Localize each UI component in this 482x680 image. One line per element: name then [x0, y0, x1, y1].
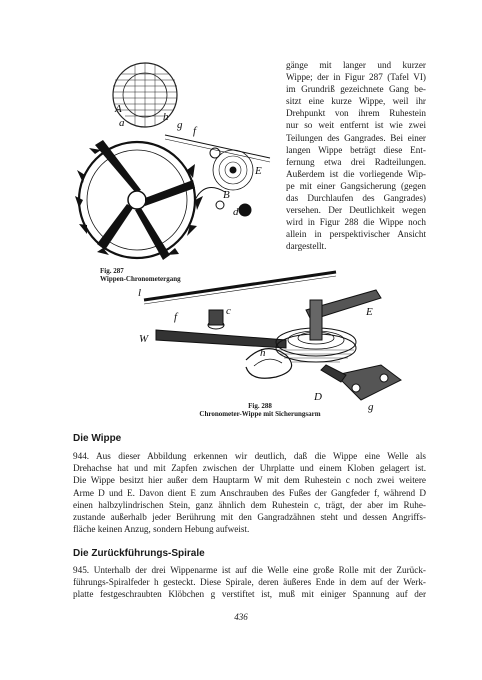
fig287-label-d: d — [233, 206, 239, 218]
side-text-line: langen Wippe beträgt diese Ent- — [286, 144, 426, 155]
fig287-label-a: a — [119, 117, 125, 129]
fig288-label-c: c — [226, 305, 231, 317]
fig287-label-h: h — [163, 111, 169, 123]
paragraph-line: 944. Aus dieser Abbildung erkennen wir deutlich, daß die Wippe eine Welle als — [73, 451, 426, 461]
paragraph-line: fläche keinen Anzug, sondern Hebung aufweist. — [73, 524, 250, 535]
figure-287-number: Fig. 287 — [100, 267, 124, 275]
side-text-line: Wippe; der in Figur 287 (Tafel VI) — [286, 72, 426, 83]
figure-288-caption — [160, 402, 360, 418]
side-text-line: allein in perspektivischer Ansicht — [286, 229, 426, 240]
fig288-label-f: f — [174, 311, 178, 323]
side-text-line: das Durchlaufen des Gangrades) — [286, 193, 426, 204]
fig288-label-E: E — [366, 306, 373, 318]
side-text-block — [286, 59, 426, 253]
fig287-label-E: E — [255, 165, 262, 177]
paragraph-line: Drehachse hat und mit Zapfen zwischen der Uhrplatte und einem Kloben gelagert ist. — [73, 463, 426, 474]
side-text-line: im Grundriß gezeichnete Gang be- — [286, 84, 426, 95]
paragraph-line: einen halbzylindrischen Stein, ganz ähnlich dem Ruhestein c, trägt, der aber im Ruhe- — [73, 499, 426, 510]
figure-287 — [75, 50, 275, 270]
section-heading-die-wippe: Die Wippe — [73, 433, 122, 444]
figure-288-drawing — [136, 270, 416, 415]
side-text-line: gänge mit langer und kurzer — [286, 60, 426, 70]
figure-288-number: Fig. 288 — [248, 402, 272, 410]
fig288-label-l: l — [138, 287, 142, 299]
section-heading-zurueckfuehrungs-spirale: Die Zurückführungs-Spirale — [73, 548, 205, 559]
page-number: 436 — [234, 612, 248, 622]
side-text-line: sitzt eine kurze Wippe, weil ihr — [286, 96, 426, 107]
figure-287-drawing — [75, 50, 275, 270]
fig287-label-A: A — [115, 103, 122, 115]
fig287-label-g: g — [177, 119, 183, 131]
fig287-label-f: f — [193, 125, 197, 137]
side-text-line: pe mit einer Gangsicherung (gegen — [286, 180, 426, 191]
side-text-line: dargestellt. — [286, 241, 327, 252]
side-text-line: versehen. Der Deutlichkeit wegen — [286, 205, 426, 216]
side-text-line: Drehpunkt von ihrem Ruhestein — [286, 108, 426, 119]
paragraph-line: platte festgeschraubten Klöbchen g verstiftet ist, muß mit einiger Spannung auf der — [73, 589, 426, 600]
paragraph-line: führungs-Spiralfeder h gesteckt. Diese Spirale, deren äußeres Ende in dem auf der Werk- — [73, 577, 426, 588]
side-text-line: nur so weit entfernt ist wie zwei — [286, 120, 426, 131]
figure-288 — [136, 270, 416, 415]
fig288-label-W: W — [139, 333, 149, 345]
paragraph-line: Die Wippe besitzt hier außer dem Hauptarm W mit dem Ruhestein c noch zwei weitere — [73, 475, 426, 486]
paragraph-line: 945. Unterhalb der drei Wippenarme ist auf die Welle eine große Rolle mit der Zurück- — [73, 565, 426, 575]
fig288-label-h: h — [260, 347, 266, 359]
side-text-line: fernung etwa drei Radteilungen. — [286, 156, 426, 167]
fig288-label-g: g — [368, 401, 374, 413]
side-text-line: Außerdem ist die vorliegende Wip- — [286, 168, 426, 179]
side-text-line: wird in Figur 288 die Wippe noch — [286, 217, 426, 228]
paragraph-line: zustande außerhalb jeder Berührung mit den Gangradzähnen steht und dessen Angriffs- — [73, 512, 426, 523]
paragraph-line: Arme D und E. Davon dient E zum Anschrauben des Fußes der Gangfeder f, während D — [73, 487, 426, 498]
section-1-paragraph — [73, 450, 426, 535]
section-2-paragraph — [73, 564, 426, 601]
fig287-label-B: B — [223, 189, 230, 201]
figure-287-title: Wippen-Chronometergang — [100, 275, 181, 283]
figure-288-title: Chronometer-Wippe mit Sicherungsarm — [199, 410, 321, 418]
side-text-line: Teilungen des Gangrades. Bei einer — [286, 132, 426, 143]
fig288-label-D: D — [314, 391, 322, 403]
